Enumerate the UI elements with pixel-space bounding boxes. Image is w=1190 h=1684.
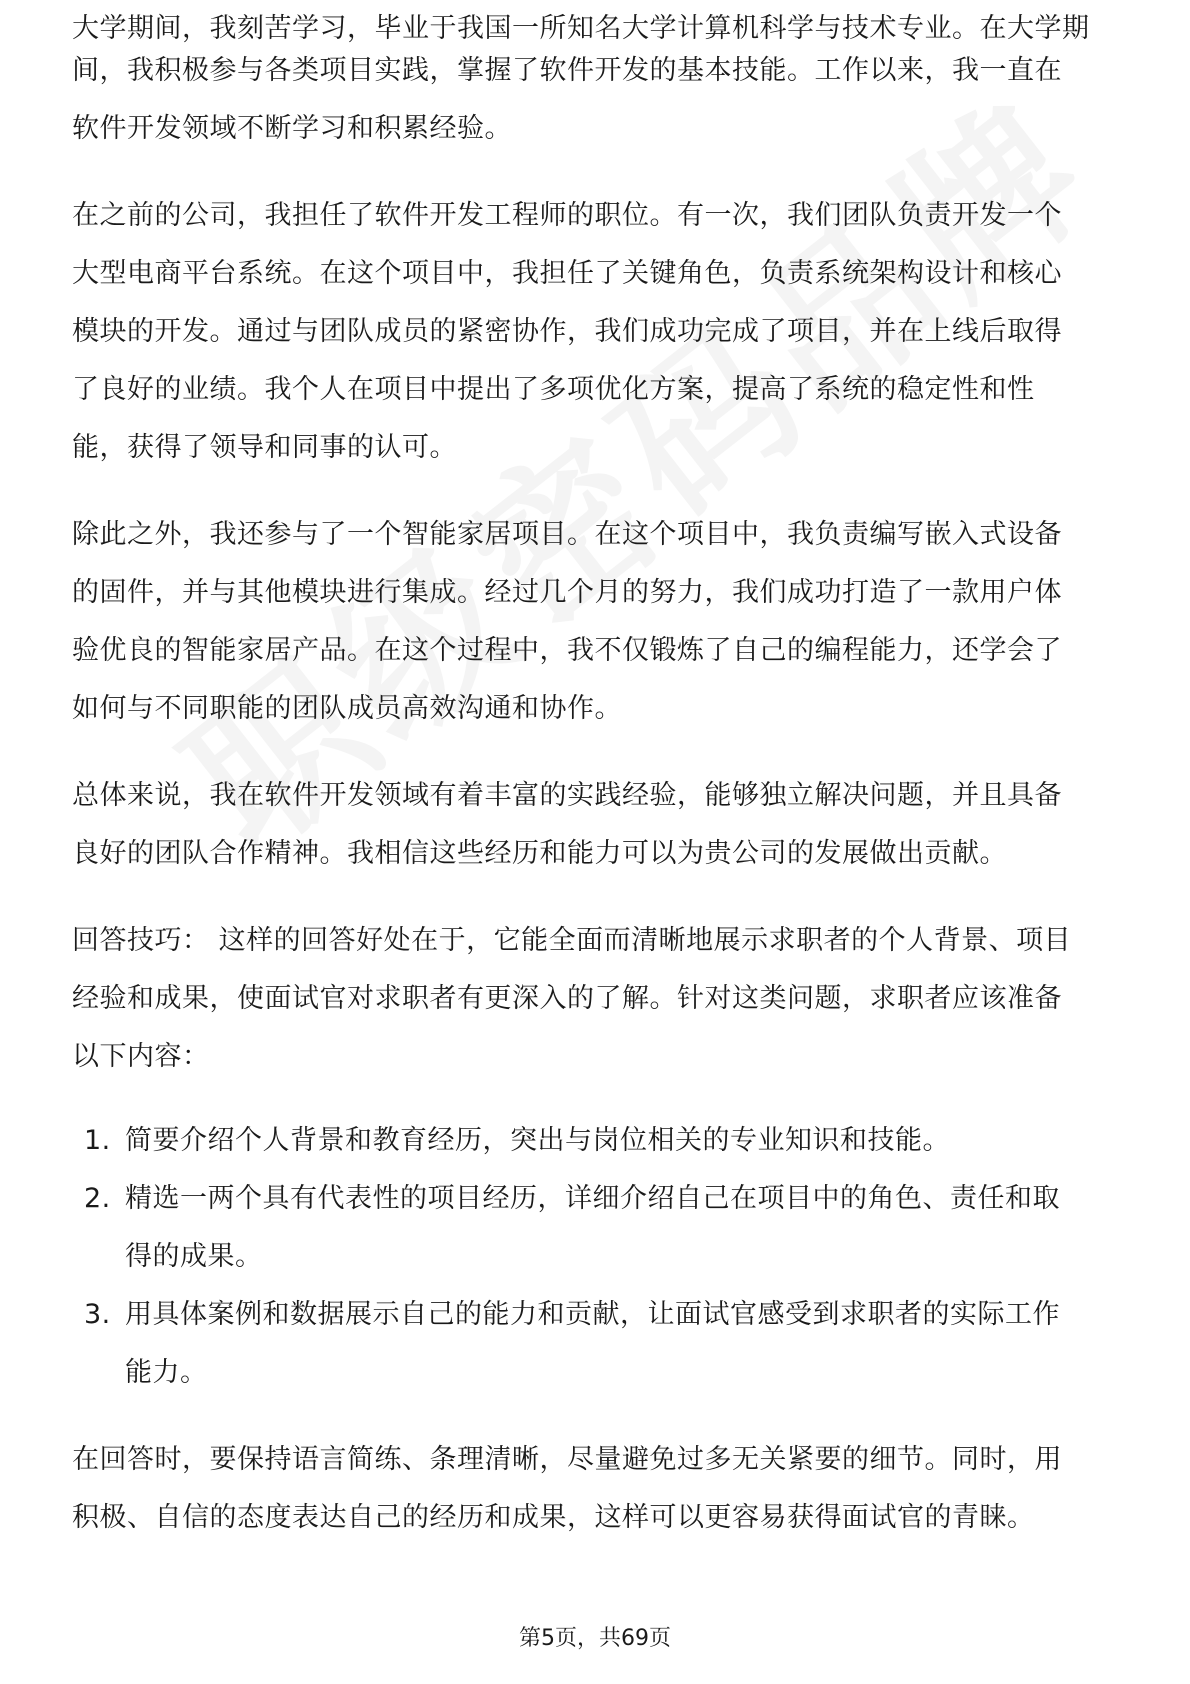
paragraph-line: 经验和成果，使面试官对求职者有更深入的了解。针对这类问题，求职者应该准备 xyxy=(72,983,1062,1014)
paragraph-line: 如何与不同职能的团队成员高效沟通和协作。 xyxy=(72,693,622,724)
paragraph-line: 在之前的公司，我担任了软件开发工程师的职位。有一次，我们团队负责开发一个 xyxy=(72,200,1062,231)
list-item xyxy=(72,1170,1118,1286)
list-item-line: 精选一两个具有代表性的项目经历，详细介绍自己在项目中的角色、责任和取 xyxy=(125,1183,1060,1214)
paragraph-ecommerce-project xyxy=(72,187,1118,477)
list-item-number: 3. xyxy=(84,1299,111,1330)
page-number: 第5页，共69页 xyxy=(519,1626,671,1651)
paragraph-line: 大型电商平台系统。在这个项目中，我担任了关键角色，负责系统架构设计和核心 xyxy=(72,258,1062,289)
paragraph-line: 在回答时，要保持语言简练、条理清晰，尽量避免过多无关紧要的细节。同时，用 xyxy=(72,1444,1062,1475)
list-item xyxy=(72,1112,1118,1170)
list-item-line: 得的成果。 xyxy=(125,1241,263,1272)
paragraph-line: 良好的团队合作精神。我相信这些经历和能力可以为贵公司的发展做出贡献。 xyxy=(72,838,1007,869)
paragraph-line: 能，获得了领导和同事的认可。 xyxy=(72,432,457,463)
list-item-line: 用具体案例和数据展示自己的能力和贡献，让面试官感受到求职者的实际工作 xyxy=(125,1299,1060,1330)
list-item xyxy=(72,1286,1118,1402)
paragraph-line: 模块的开发。通过与团队成员的紧密协作，我们成功完成了项目，并在上线后取得 xyxy=(72,316,1062,347)
partial-top-line-text: 大学期间，我刻苦学习，毕业于我国一所知名大学计算机科学与技术专业。在大学期 xyxy=(72,13,1090,44)
paragraph-line: 总体来说，我在软件开发领域有着丰富的实践经验，能够独立解决问题，并且具备 xyxy=(72,780,1062,811)
paragraph-line: 软件开发领域不断学习和积累经验。 xyxy=(72,113,512,144)
paragraph-line: 回答技巧： 这样的回答好处在于，它能全面而清晰地展示求职者的个人背景、项目 xyxy=(72,925,1072,956)
paragraph-line: 积极、自信的态度表达自己的经历和成果，这样可以更容易获得面试官的青睐。 xyxy=(72,1502,1035,1533)
tips-list xyxy=(72,1112,1118,1402)
paragraph-closing xyxy=(72,1431,1118,1547)
list-item-line: 简要介绍个人背景和教育经历，突出与岗位相关的专业知识和技能。 xyxy=(125,1125,950,1156)
paragraph-line: 间，我积极参与各类项目实践，掌握了软件开发的基本技能。工作以来，我一直在 xyxy=(72,55,1062,86)
paragraph-smart-home-project xyxy=(72,506,1118,738)
list-item-number: 2. xyxy=(84,1183,111,1214)
paragraph-line: 了良好的业绩。我个人在项目中提出了多项优化方案，提高了系统的稳定性和性 xyxy=(72,374,1035,405)
document-body xyxy=(72,13,1118,1547)
list-item-number: 1. xyxy=(84,1125,111,1156)
paragraph-education xyxy=(72,42,1118,158)
paragraph-line: 验优良的智能家居产品。在这个过程中，我不仅锻炼了自己的编程能力，还学会了 xyxy=(72,635,1062,666)
partial-top-line xyxy=(72,13,1118,44)
paragraph-summary xyxy=(72,767,1118,883)
paragraph-answer-tips xyxy=(72,912,1118,1086)
paragraph-line: 的固件，并与其他模块进行集成。经过几个月的努力，我们成功打造了一款用户体 xyxy=(72,577,1062,608)
paragraph-line: 以下内容： xyxy=(72,1041,210,1072)
list-item-line: 能力。 xyxy=(125,1357,208,1388)
paragraph-line: 除此之外，我还参与了一个智能家居项目。在这个项目中，我负责编写嵌入式设备 xyxy=(72,519,1062,550)
